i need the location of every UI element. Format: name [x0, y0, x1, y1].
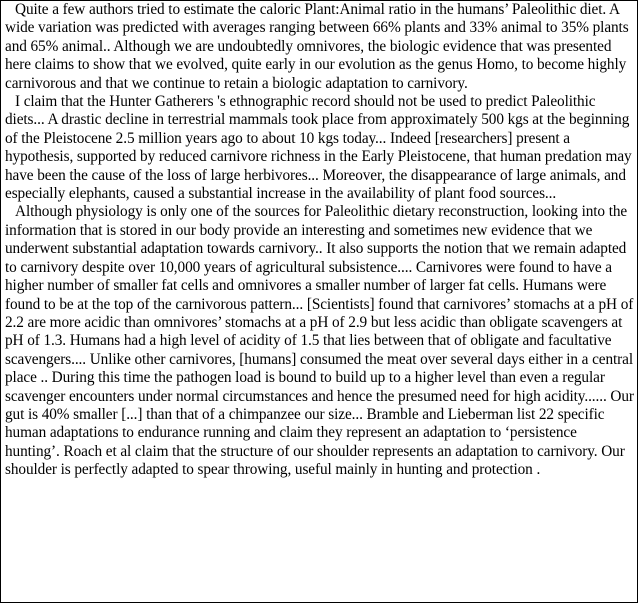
paragraph-hunter-gatherer-record: I claim that the Hunter Gatherers 's ethnographic record should not be used to predict Paleolithic diets... A drastic decline in terrestrial mammals took place from approximately 500 kgs at the beginning of the Pleistocene 2.5 million years ago to about 10 kgs today... Indeed [researchers] present a hypothesis, supported by reduced carnivore richness in the Early Pleistocene, that human predation may have been the cause of the loss of large herbivores... Moreover, the disappearance of large animals, and especially elephants, caused a substantial increase in the availability of plant food sources...: [5, 93, 632, 203]
paragraph-physiology-evidence: Although physiology is only one of the sources for Paleolithic dietary reconstruction, looking into the information that is stored in our body provide an interesting and sometimes new evidence that we underwent substantial adaptation towards carnivory.. It also supports the notion that we remain adapted to carnivory despite over 10,000 years of agricultural subsistence.... Carnivores were found to have a higher number of smaller fat cells and omnivores a smaller number of larger fat cells. Humans were found to be at the top of the carnivorous pattern... [Scientists] found that carnivores’ stomachs at a pH of 2.2 are more acidic than omnivores’ stomachs at a pH of 2.9 but less acidic than obligate scavengers at pH of 1.3. Humans had a high level of acidity of 1.5 that lies between that of obligate and facultative scavengers.... Unlike other carnivores, [humans] consumed the meat over several days either in a central place .. During this time the pathogen load is bound to build up to a higher level than even a regular scavenger encounters under normal circumstances and hence the presumed need for high acidity...... Our gut is 40% smaller [...] than that of a chimpanzee our size... Bramble and Lieberman list 22 specific human adaptations to endurance running and claim they represent an adaptation to ‘persistence hunting’. Roach et al claim that the structure of our shoulder represents an adaptation to carnivory. Our shoulder is perfectly adapted to spear throwing, useful mainly in hunting and protection .: [5, 203, 634, 479]
paragraph-plant-animal-ratio: Quite a few authors tried to estimate the caloric Plant:Animal ratio in the humans’ Paleolithic diet. A wide variation was predicted with averages ranging between 66% plants and 33% animal to 35% plants and 65% animal.. Although we are undoubtedly omnivores, the biologic evidence that was presented here claims to show that we evolved, quite early in our evolution as the genus Homo, to become highly carnivorous and that we continue to retain a biologic adaptation to carnivory.: [5, 1, 629, 92]
